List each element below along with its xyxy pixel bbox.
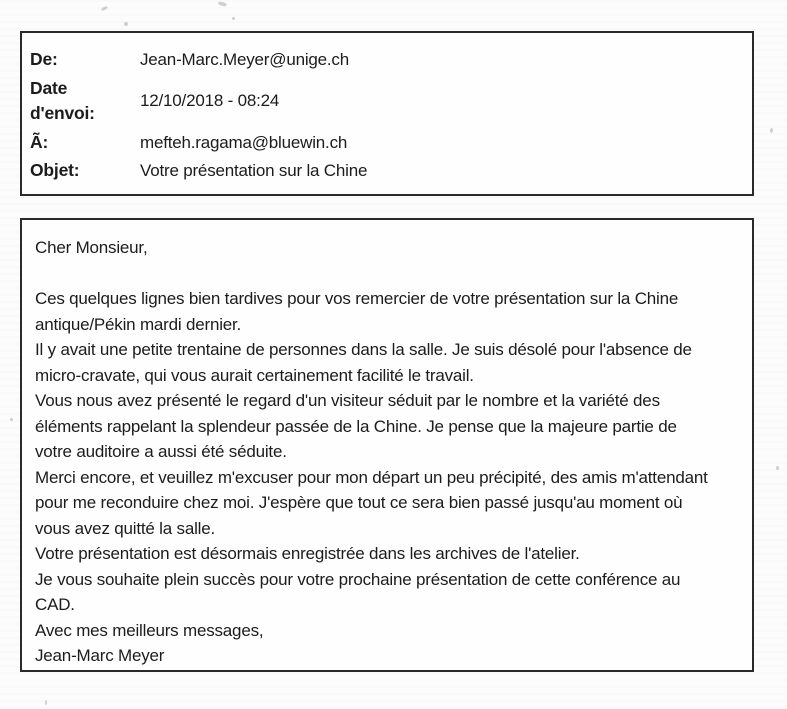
scan-speck <box>232 17 235 20</box>
email-header-row <box>30 47 742 73</box>
scan-speck <box>101 6 109 12</box>
email-body-line <box>35 261 746 287</box>
email-body-line: antique/Pékin mardi dernier. <box>35 314 242 334</box>
email-body-line: Ces quelques lignes bien tardives pour vos remercier de votre présentation sur la Chine <box>35 289 679 308</box>
field-label: Ã: <box>30 131 49 152</box>
scan-speck <box>10 418 13 421</box>
field-value: mefteh.ragama@bluewin.ch <box>140 132 348 152</box>
email-body-box <box>20 218 754 672</box>
scan-speck <box>776 466 779 470</box>
scan-speck <box>45 700 47 705</box>
field-value: 12/10/2018 - 08:24 <box>140 91 280 111</box>
email-body-line: Votre présentation est désormais enregistrée dans les archives de l'atelier. <box>35 544 580 563</box>
email-body-line: micro-cravate, qui vous aurait certainement facilité le travail. <box>35 365 474 385</box>
scan-speck <box>124 22 128 26</box>
field-label: Objet: <box>30 160 80 180</box>
email-body-line: Merci encore, et veuillez m'excuser pour mon départ un peu précipité, des amis m'attendant <box>35 467 708 487</box>
email-body-line: vous avez quitté la salle. <box>35 518 216 538</box>
email-header-row <box>30 76 742 127</box>
email-body-line: Je vous souhaite plein succès pour votre prochaine présentation de cette conférence au <box>35 569 681 589</box>
email-body-line: Il y avait une petite trentaine de personnes dans la salle. Je suis désolé pour l'absence de <box>35 340 692 359</box>
field-label: Date d'envoi: <box>30 77 95 123</box>
email-body-line: CAD. <box>35 595 75 614</box>
field-label: De: <box>30 49 58 69</box>
email-body-line: Avec mes meilleurs messages, <box>35 620 264 640</box>
email-header-row <box>30 158 742 184</box>
email-body-line: Vous nous avez présenté le regard d'un visiteur séduit par le nombre et la variété des <box>35 391 660 410</box>
scan-speck <box>770 128 773 133</box>
field-value: Jean-Marc.Meyer@unige.ch <box>140 50 349 69</box>
email-body-line: votre auditoire a aussi été séduite. <box>35 442 287 461</box>
email-body-line: pour me reconduire chez moi. J'espère que tout ce sera bien passé jusqu'au moment où <box>35 493 683 512</box>
email-header-box <box>20 31 754 196</box>
scan-speck <box>218 1 228 7</box>
email-body-line: éléments rappelant la splendeur passée de la Chine. Je pense que la majeure partie de <box>35 416 677 436</box>
email-body-text <box>35 235 746 669</box>
email-header-row <box>30 130 742 156</box>
email-body-line: Jean-Marc Meyer <box>35 646 165 665</box>
email-header-fields <box>30 47 742 184</box>
email-body-line: Cher Monsieur, <box>35 238 148 257</box>
field-value: Votre présentation sur la Chine <box>140 161 368 180</box>
